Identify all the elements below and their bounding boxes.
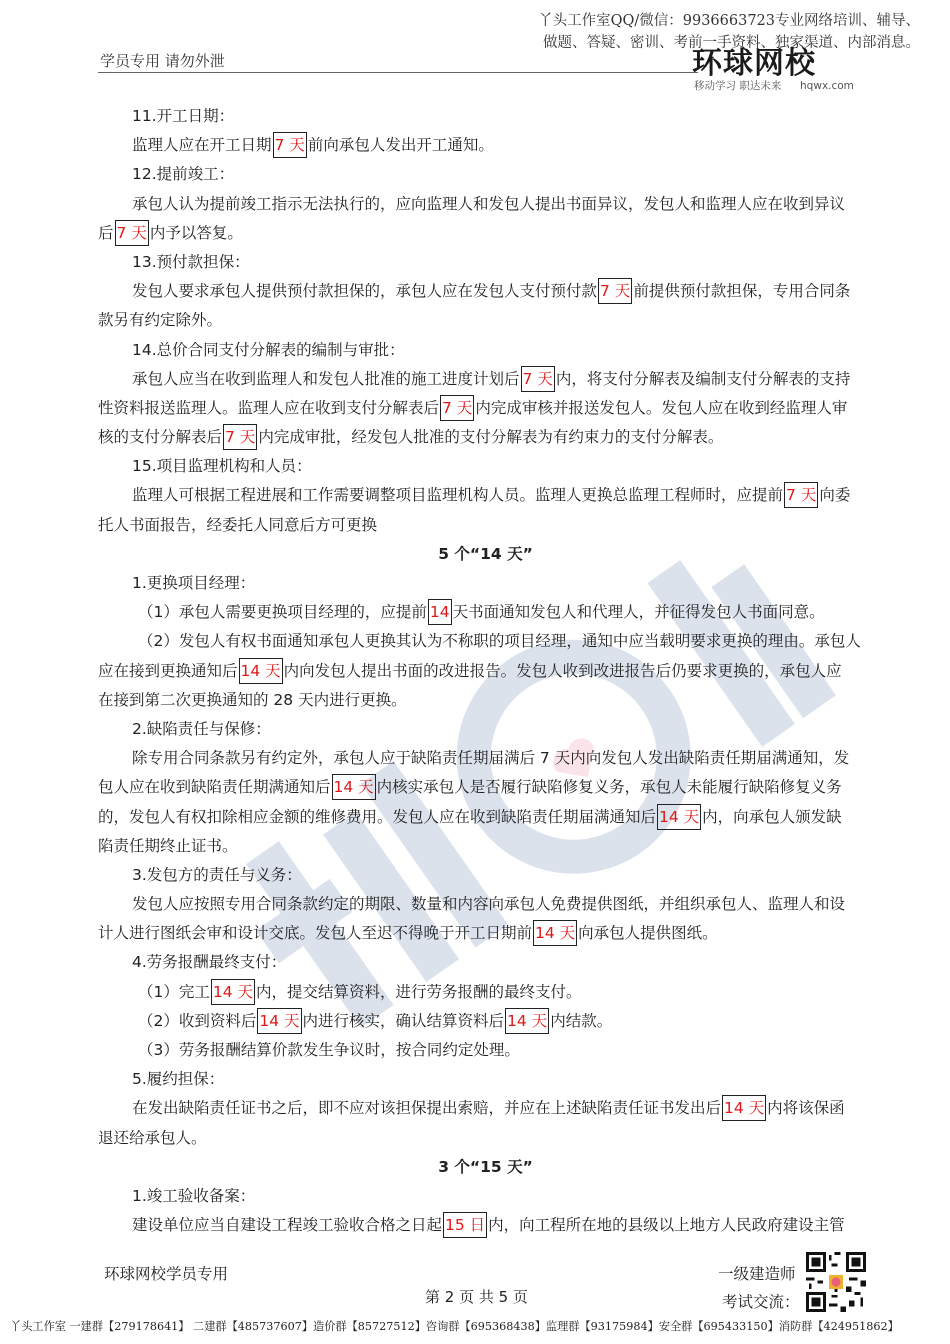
paragraph-line: 监理人应在开工日期 7 天 前向承包人发出开工通知。 [98, 131, 873, 160]
group-heading-14-days: 5 个“14 天” [438, 544, 533, 563]
section-heading: 14.总价合同支付分解表的编制与审批： [132, 340, 405, 359]
paragraph-line: （1）完工 14 天 内，提交结算资料，进行劳务报酬的最终支付。 [98, 978, 873, 1007]
section-heading: 12.提前竣工： [132, 165, 235, 184]
header-label: 学员专用 请勿外泄 [100, 52, 225, 70]
top-watermark-line-1: 丫头工作室QQ/微信：9936663723专业网络培训、辅导、 [538, 13, 920, 29]
paragraph-line: 后 7 天 内予以答复。 [98, 219, 873, 248]
logo-text: 环球网校 [692, 46, 816, 81]
paragraph-line: 核的支付分解表后 7 天 内完成审批，经发包人批准的支付分解表为有约束力的支付分解表。 [98, 423, 873, 452]
group-heading-15-days: 3 个“15 天” [438, 1157, 533, 1176]
paragraph-line: 的，发包人有权扣除相应金额的维修费用。发包人应在收到缺陷责任期届满通知后 14 天 内，向承包人颁发缺 [98, 803, 873, 832]
paragraph-line: 陷责任期终止证书。 [98, 836, 238, 855]
highlight-box: 14 天 [211, 979, 255, 1005]
document-body [98, 102, 873, 1240]
footer-exam-label: 一级建造师 [718, 1265, 796, 1283]
footer-group-list: 丫头工作室 一建群【279178641】 二建群【485737607】造价群【85727512】咨询群【695368438】监理群【93175984】安全群【695433150】消防群【424951862】 [10, 1320, 899, 1333]
paragraph-line: 承包人应当在收到监理人和发包人批准的施工进度计划后 7 天 内，将支付分解表及编制支付分解表的支持 [98, 365, 873, 394]
section-heading: 1.更换项目经理： [132, 574, 256, 592]
paragraph-line: 除专用合同条款另有约定外，承包人应于缺陷责任期届满后 7 天内向发包人发出缺陷责任期届满通知，发 [132, 749, 850, 768]
highlight-box: 14 天 [257, 1008, 301, 1034]
highlight-box: 7 天 [440, 395, 474, 421]
paragraph-line: 在发出缺陷责任证书之后，即不应对该担保提出索赔，并应在上述缺陷责任证书发出后 14 天 内将该保函 [98, 1094, 873, 1123]
paragraph-line: （1）承包人需要更换项目经理的，应提前 14 天书面通知发包人和代理人，并征得发包人书面同意。 [98, 598, 873, 627]
paragraph-line: 包人应在收到缺陷责任期满通知后 14 天 内核实承包人是否履行缺陷修复义务，承包人未能履行缺陷修复义务 [98, 773, 873, 802]
paragraph-line: 托人书面报告，经委托人同意后方可更换 [98, 515, 378, 534]
paragraph-line: 承包人认为提前竣工指示无法执行的，应向监理人和发包人提出书面异议，发包人和监理人应在收到异议 [132, 194, 846, 213]
paragraph-line: 发包人要求承包人提供预付款担保的，承包人应在发包人支付预付款 7 天 前提供预付款担保，专用合同条 [98, 277, 873, 306]
highlight-box: 7 天 [223, 424, 257, 450]
highlight-box: 7 天 [521, 366, 555, 392]
section-heading: 1.竣工验收备案： [132, 1186, 256, 1205]
section-heading: 3.发包方的责任与义务： [132, 865, 302, 884]
paragraph-line: （2）发包人有权书面通知承包人更换其认为不称职的项目经理，通知中应当载明要求更换的理由。承包人 [138, 632, 861, 651]
highlight-box: 15 日 [443, 1212, 487, 1238]
top-watermark-line-2: 做题、答疑、密训、考前一手资料、独家渠道、内部消息。 [543, 35, 920, 51]
footer-label: 环球网校学员专用 [104, 1265, 229, 1283]
logo-url: hqwx.com [800, 80, 854, 92]
highlight-box: 7 天 [115, 220, 149, 246]
header-divider [98, 72, 698, 73]
paragraph-line: 款另有约定除外。 [98, 311, 223, 330]
section-heading: 5.履约担保： [132, 1070, 225, 1089]
paragraph-line: 性资料报送监理人。监理人应在收到支付分解表后 7 天 内完成审核并报送发包人。发包人应在收到经监理人审 [98, 394, 873, 423]
paragraph-line: 建设单位应当自建设工程竣工验收合格之日起 15 日 内，向工程所在地的县级以上地方人民政府建设主管 [98, 1211, 873, 1240]
highlight-box: 14 天 [533, 920, 577, 946]
highlight-box: 14 天 [332, 774, 376, 800]
paragraph-line: （2）收到资料后 14 天 内进行核实，确认结算资料后 14 天 内结款。 [98, 1007, 873, 1036]
logo-slogan: 移动学习 职达未来 [694, 80, 782, 92]
paragraph-line: 退还给承包人。 [98, 1128, 207, 1147]
section-heading: 4.劳务报酬最终支付： [132, 953, 287, 972]
logo-subtitle [694, 78, 854, 93]
page-number: 第 2 页 共 5 页 [425, 1288, 528, 1306]
section-heading: 2.缺陷责任与保修： [132, 719, 271, 738]
paragraph-line: （3）劳务报酬结算价款发生争议时，按合同约定处理。 [138, 1041, 520, 1059]
highlight-box: 7 天 [273, 132, 307, 158]
section-heading: 15.项目监理机构和人员： [132, 457, 312, 476]
paragraph-line: 监理人可根据工程进展和工作需要调整项目监理机构人员。监理人更换总监理工程师时，应提前 7 天 向委 [98, 481, 873, 510]
highlight-box: 7 天 [784, 482, 818, 508]
paragraph-line: 发包人应按照专用合同条款约定的期限、数量和内容向承包人免费提供图纸，并组织承包人、监理人和设 [132, 895, 846, 914]
highlight-box: 14 天 [657, 804, 701, 830]
qr-code-icon [806, 1252, 866, 1312]
highlight-box: 14 天 [239, 658, 283, 684]
section-heading: 11.开工日期： [132, 107, 235, 125]
highlight-box: 14 天 [505, 1008, 549, 1034]
highlight-box: 7 天 [598, 278, 632, 304]
logo [692, 38, 872, 96]
paragraph-line: 在接到第二次更换通知的 28 天内进行更换。 [98, 690, 407, 709]
section-heading: 13.预付款担保： [132, 252, 250, 271]
paragraph-line: 计人进行图纸会审和设计交底。发包人至迟不得晚于开工日期前 14 天 向承包人提供图纸。 [98, 919, 873, 948]
highlight-box: 14 天 [722, 1095, 766, 1121]
highlight-box: 14 [428, 599, 452, 625]
paragraph-line: 应在接到更换通知后 14 天 内向发包人提出书面的改进报告。发包人收到改进报告后仍要求更换的，承包人应 [98, 657, 873, 686]
footer-exchange-label: 考试交流： [722, 1293, 800, 1311]
